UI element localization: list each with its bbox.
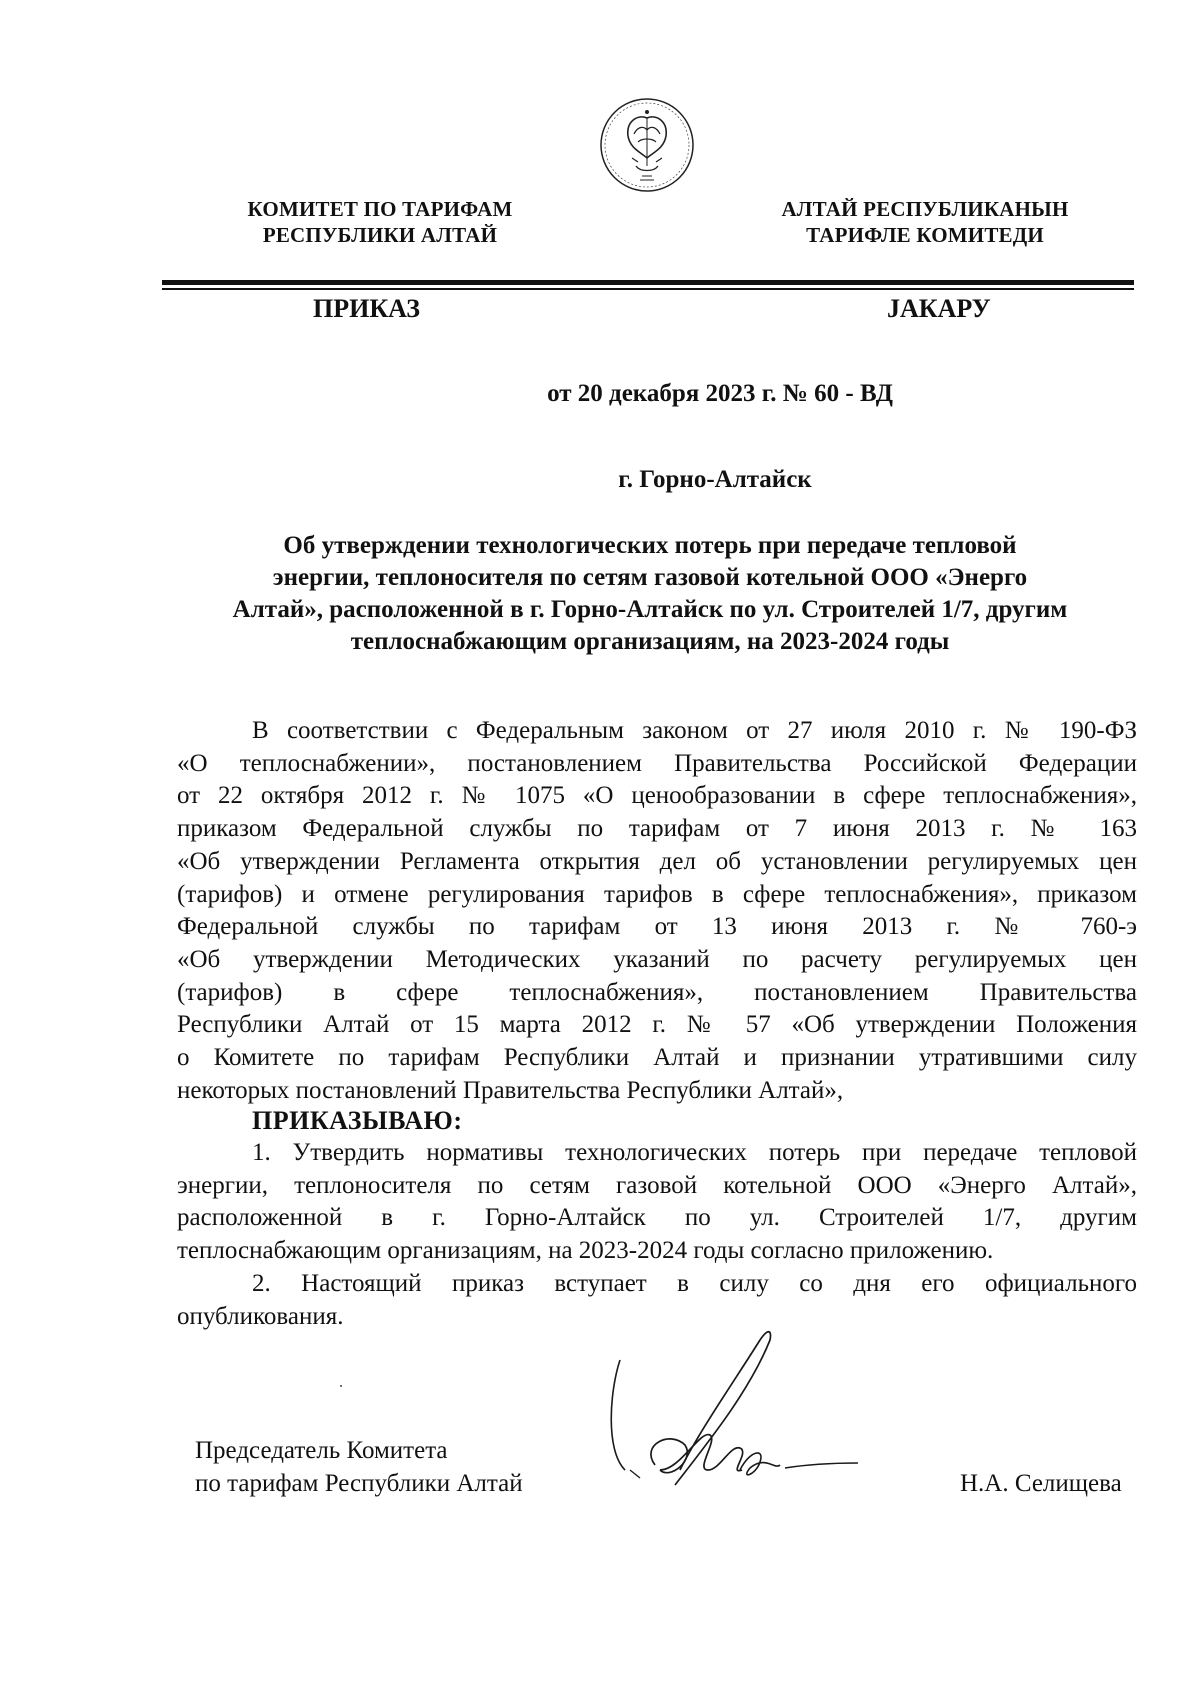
preamble-line: о Комитете по тарифам Республики Алтай и признании утратившими силу — [177, 1044, 1137, 1072]
preamble-paragraph — [177, 715, 1137, 1107]
republic-altai-emblem-icon — [598, 96, 696, 194]
doc-type-right: JАКАРУ — [887, 294, 991, 323]
preamble-line: Федеральной службы по тарифам от 13 июня 2013 г. № 760-э — [177, 913, 1137, 941]
order-keyword: ПРИКАЗЫВАЮ: — [252, 1106, 463, 1135]
header-divider-thick — [162, 280, 1134, 285]
order-title — [160, 530, 1140, 658]
header-right-line2: ТАРИФЛЕ КОМИТЕДИ — [806, 223, 1044, 247]
preamble-line: «Об утверждении Методических указаний по расчету регулируемых цен — [177, 945, 1137, 973]
header-left-org — [230, 196, 530, 248]
title-line: Алтай», расположенной в г. Горно-Алтайск по ул. Строителей 1/7, другим — [232, 596, 1068, 623]
preamble-line: (тарифов) в сфере теплоснабжения», постановлением Правительства — [177, 978, 1137, 1006]
handwritten-signature-icon — [600, 1320, 920, 1520]
item1-line: энергии, теплоносителя по сетям газовой котельной ООО «Энерго Алтай», — [177, 1171, 1137, 1199]
preamble-line: приказом Федеральной службы по тарифам от 7 июня 2013 г. № 163 — [177, 815, 1137, 843]
header-left-line2: РЕСПУБЛИКИ АЛТАЙ — [262, 223, 498, 247]
item2-line: опубликования. — [177, 1302, 344, 1330]
preamble-line: «О теплоснабжении», постановлением Правительства Российской Федерации — [177, 749, 1137, 777]
doc-type-left: ПРИКАЗ — [313, 294, 421, 323]
stray-mark — [340, 1385, 342, 1387]
position-line1: Председатель Комитета — [195, 1437, 448, 1464]
signatory-name: Н.А. Селищева — [960, 1470, 1122, 1497]
title-line: энергии, теплоносителя по сетям газовой котельной ООО «Энерго — [272, 564, 1028, 591]
header-right-org — [760, 196, 1090, 248]
header-left-line1: КОМИТЕТ ПО ТАРИФАМ — [247, 197, 513, 221]
preamble-line: «Об утверждении Регламента открытия дел об установлении регулируемых цен — [177, 847, 1137, 875]
header-divider-thin — [162, 288, 1134, 290]
header-right-line1: АЛТАЙ РЕСПУБЛИКАНЫН — [781, 197, 1069, 221]
preamble-line: (тарифов) и отмене регулирования тарифов в сфере теплоснабжения», приказом — [177, 880, 1137, 908]
item2-line: 2. Настоящий приказ вступает в силу со дня его официального — [252, 1269, 1137, 1297]
preamble-line: Республики Алтай от 15 марта 2012 г. № 57 «Об утверждении Положения — [177, 1011, 1137, 1039]
city: г. Горно-Алтайск — [618, 466, 812, 493]
signatory-position — [195, 1434, 523, 1500]
item1-line: расположенной в г. Горно-Алтайск по ул. Строителей 1/7, другим — [177, 1204, 1137, 1232]
order-date-number: от 20 декабря 2023 г. № 60 - ВД — [547, 380, 893, 407]
position-line2: по тарифам Республики Алтай — [195, 1470, 523, 1497]
title-line: теплоснабжающим организациям, на 2023-2024 годы — [350, 628, 950, 655]
preamble-line: некоторых постановлений Правительства Республики Алтай», — [177, 1076, 844, 1104]
item1-line: 1. Утвердить нормативы технологических потерь при передаче тепловой — [252, 1139, 1137, 1166]
preamble-line: В соответствии с Федеральным законом от 27 июля 2010 г. № 190-ФЗ — [252, 717, 1137, 744]
preamble-line: от 22 октября 2012 г. № 1075 «О ценообразовании в сфере теплоснабжения», — [177, 782, 1137, 810]
order-items — [177, 1137, 1137, 1333]
item1-line: теплоснабжающим организациям, на 2023-2024 годы согласно приложению. — [177, 1237, 994, 1265]
title-line: Об утверждении технологических потерь при передаче тепловой — [283, 532, 1017, 559]
